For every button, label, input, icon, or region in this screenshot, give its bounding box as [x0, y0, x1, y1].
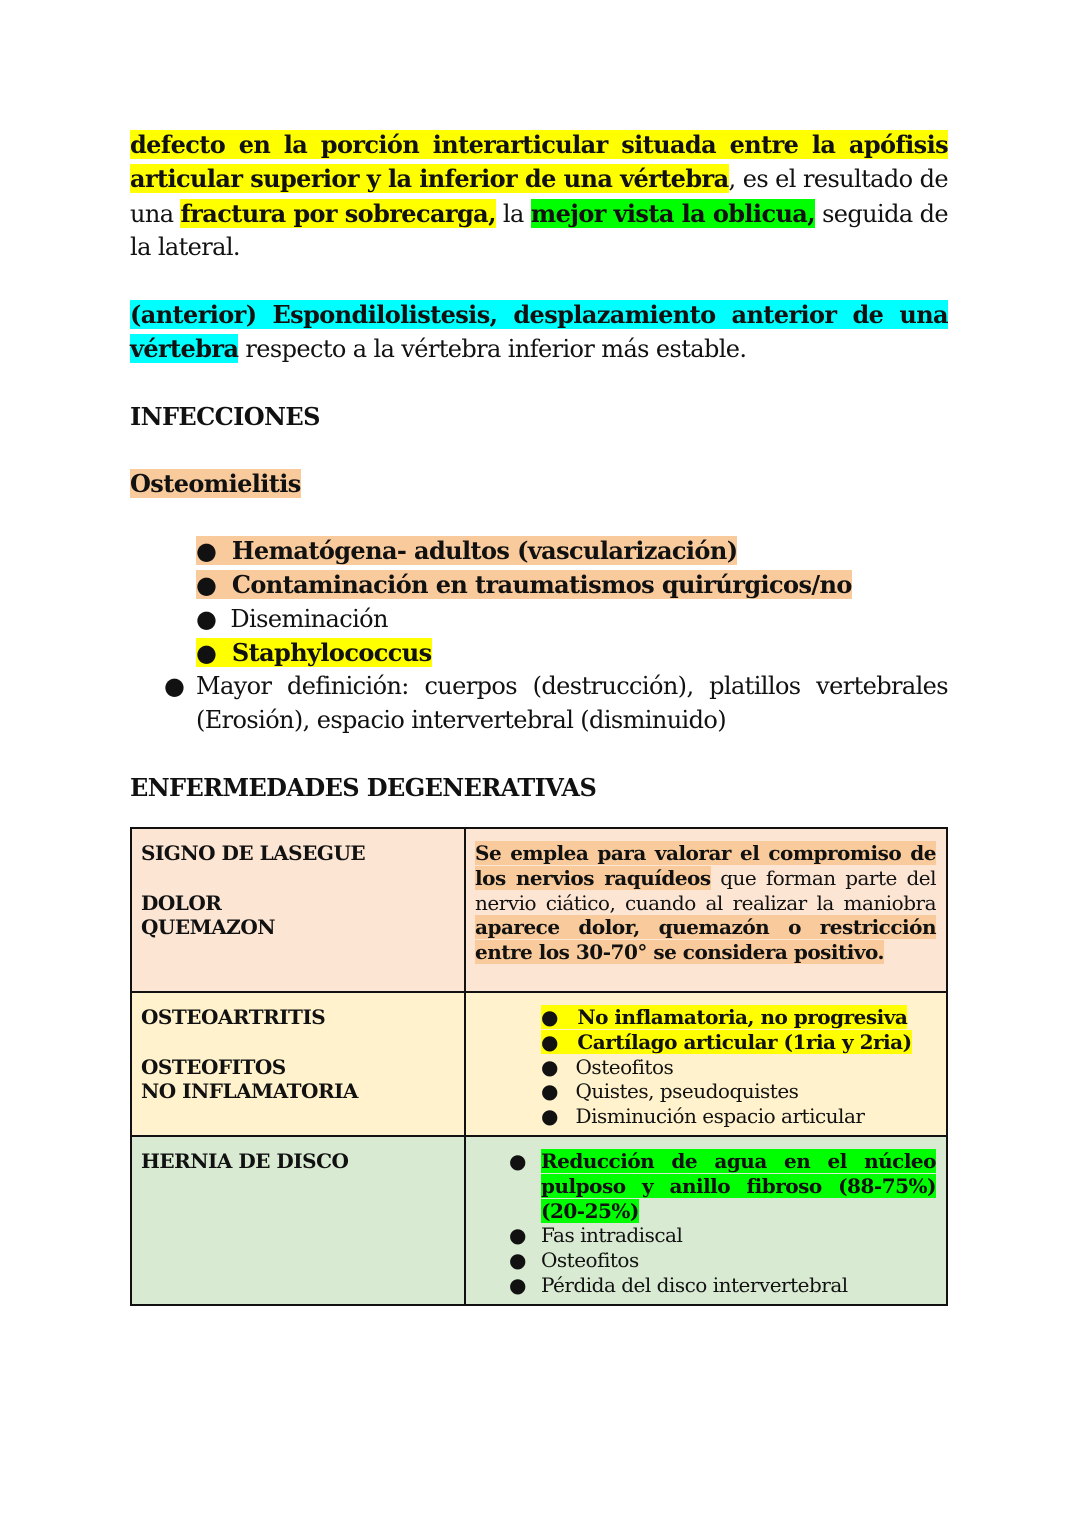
bullet-icon: ●	[541, 1054, 558, 1079]
bullet-icon: ●	[541, 1104, 558, 1129]
bullet-icon: ●	[196, 570, 217, 600]
list-item: ● Hematógena- adultos (vascularización)	[196, 535, 738, 565]
bullet-icon: ●	[509, 1248, 526, 1273]
list-item: ● Disminución espacio articular	[541, 1104, 865, 1129]
bullet-icon: ●	[196, 535, 217, 565]
cell-osteoartritis-items	[465, 992, 947, 1136]
table-row	[131, 1136, 947, 1305]
list-item: ● Mayor definición: cuerpos (destrucción), platillos vertebrales (Erosión), espacio intervertebral (disminuido)	[164, 672, 948, 734]
cell-hernia-items	[465, 1136, 947, 1305]
highlight-oblicua: mejor vista la oblicua,	[530, 198, 816, 228]
list-item: ● Reducción de agua en el núcleo pulposo y anillo fibroso (88-75%) (20-25%)	[509, 1149, 936, 1223]
bullet-icon: ●	[541, 1079, 558, 1104]
paragraph-espondilolistesis	[130, 298, 948, 367]
text: seguida de la lateral.	[130, 199, 948, 262]
list-item: ● Staphylococcus	[196, 638, 432, 668]
cell-lasegue-label: SIGNO DE LASEGUE DOLOR QUEMAZON	[131, 828, 465, 992]
highlight-fractura: fractura por sobrecarga,	[180, 198, 496, 228]
cell-osteoartritis-label: OSTEOARTRITIS OSTEOFITOS NO INFLAMATORIA	[131, 992, 465, 1136]
highlight-espondilolistesis: (anterior) Espondilolistesis, desplazamiento anterior de una vértebra	[130, 300, 948, 364]
heading-degenerativas: ENFERMEDADES DEGENERATIVAS	[130, 772, 597, 802]
list-item: ● Fas intradiscal	[509, 1223, 683, 1248]
text: respecto a la vértebra inferior más estable.	[238, 335, 747, 364]
document-page	[130, 128, 948, 804]
bullet-icon: ●	[509, 1149, 526, 1173]
degenerative-diseases-table	[130, 827, 948, 1306]
list-item: ● Contaminación en traumatismos quirúrgicos/no	[196, 570, 852, 600]
bullet-icon: ●	[541, 1005, 558, 1029]
list-item: ● Pérdida del disco intervertebral	[509, 1272, 848, 1297]
paragraph-espondilolisis	[130, 128, 948, 265]
bullet-icon: ●	[196, 604, 217, 633]
list-item: ● Osteofitos	[509, 1248, 639, 1273]
osteomielitis-list	[130, 534, 948, 737]
bullet-icon: ●	[541, 1029, 558, 1054]
table-row	[131, 828, 947, 992]
bullet-icon: ●	[509, 1223, 526, 1248]
list-item: ● Cartílago articular (1ria y 2ria)	[541, 1029, 912, 1054]
bullet-icon: ●	[196, 638, 217, 668]
list-item: ● No inflamatoria, no progresiva	[541, 1005, 908, 1029]
cell-lasegue-description: Se emplea para valorar el compromiso de los nervios raquídeos que forman parte del nervio ciático, cuando al realizar la maniobra aparece dolor, quemazón o restricción entre los 30-70° se considera positivo.	[465, 828, 947, 992]
list-item: ● Diseminación	[196, 604, 388, 633]
list-item: ● Quistes, pseudoquistes	[541, 1079, 799, 1104]
heading-infecciones: INFECCIONES	[130, 402, 320, 432]
cell-hernia-label: HERNIA DE DISCO	[131, 1136, 465, 1305]
table-row	[131, 992, 947, 1136]
bullet-icon: ●	[164, 672, 185, 701]
list-item: ● Osteofitos	[541, 1054, 674, 1079]
bullet-icon: ●	[509, 1272, 526, 1297]
text: la	[495, 199, 531, 228]
heading-osteomielitis: Osteomielitis	[130, 469, 301, 499]
highlight-defecto: defecto en la porción interarticular situada entre la apófisis articular superior y la inferior de una vértebra	[130, 130, 948, 194]
text: , es el resultado de una	[130, 165, 948, 228]
